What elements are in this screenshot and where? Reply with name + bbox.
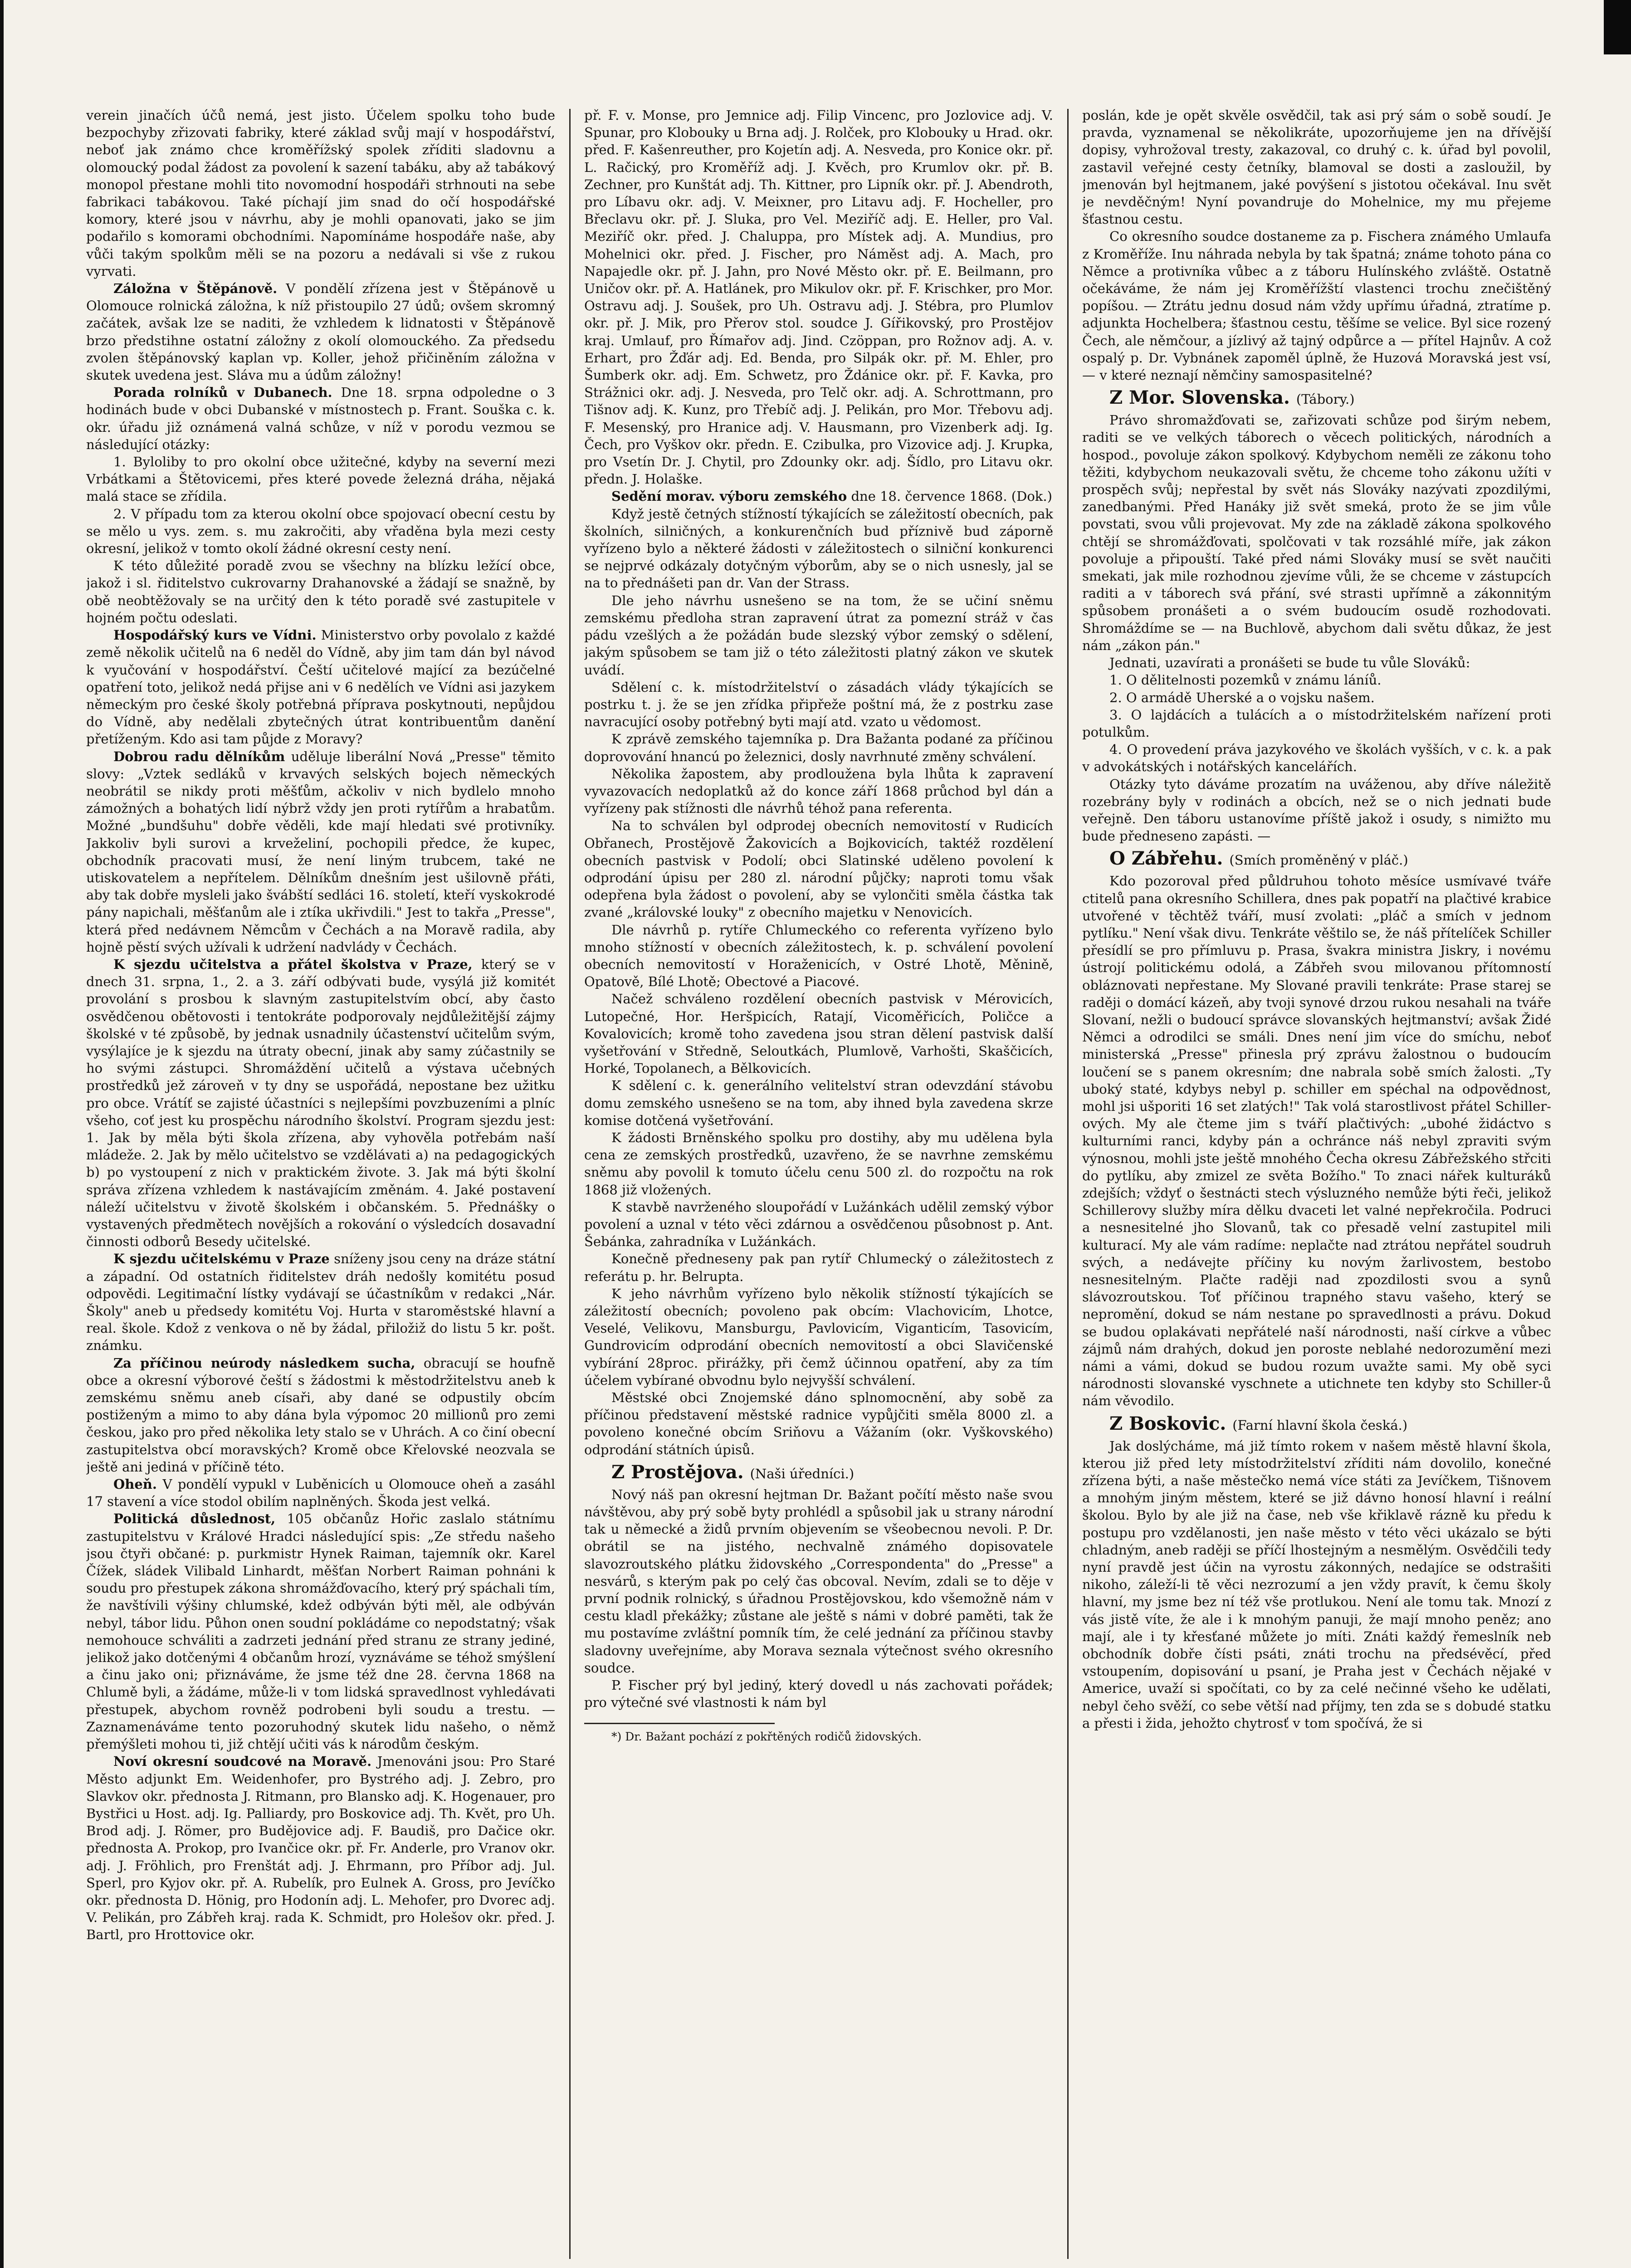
article-text: K jeho návrhům vyřízeno bylo několik stížností týkajících se záležitostí obecních; povoleno pak obcím: Vlachovicím, Lhotce, Veselé, Velikovu, Mansburgu, Pavlovicím, Viganticím, Tasovicím, Gundrovicím odprodání obecních nemovitostí a obci Slavičenské vybírání 28proc. přirážky, při čemž účinnou opatření, aby za tím účelem vybírané obvodnu bylo nejvyšší schválení. [584,1286,1053,1388]
article-text: Sdělení c. k. místodržitelství o zásadách vlády týkajících se postrku t. j. že se jen zřídka připřeže poštní má, že z postrku zase navracující osoby potřebný byti mají atd. vzato u vědomost. [584,679,1053,730]
article-paragraph [86,1476,555,1510]
list-item: 3. O lajdácích a tulácích a o místodržitelském nařízení proti potulkům. [1082,707,1551,740]
article-text: př. F. v. Monse, pro Jemnice adj. Filip Vincenc, pro Jozlovice adj. V. Spunar, pro Klobouky u Brna adj. J. Rolček, pro Klobouky u Hrad. okr. před. F. Kašenreuther, pro Kojetín adj. A. Nesveda, pro Konice okr. př. L. Račický, pro Kroměříž adj. J. Kvěch, pro Krumlov okr. př. B. Zechner, pro Kunštát adj. Th. Kittner, pro Lipník okr. př. J. Abendroth, pro Líbavu okr. adj. V. Meixner, pro Litavu adj. F. Hocheller, pro Břeclavu okr. př. J. Sluka, pro Vel. Meziříč adj. E. Heller, pro Val. Meziříč okr. před. J. Chaluppa, pro Místek adj. A. Mundius, pro Mohelnici okr. před. J. Fischer, pro Náměst adj. A. Mach, pro Napajedle okr. př. J. Jahn, pro Nové Město okr. př. E. Beilmann, pro Uničov okr. př. A. Hatlánek, pro Mikulov okr. př. F. Krischker, pro Mor. Ostravu adj. J. Soušek, pro Uh. Ostravu adj. J. Stébra, pro Plumlov okr. př. J. Mik, pro Přerov stol. soudce J. Gířikovský, pro Prostějov kraj. Umlauf, pro Římařov adj. Jind. Czöppan, pro Rožnov adj. A. v. Erhart, pro Žďár adj. Ed. Benda, pro Silpák okr. př. M. Ehler, pro Šumberk okr. adj. Em. Schwetz, pro Ždánice okr. př. F. Kavka, pro Strážnici okr. adj. J. Nesveda, pro Telč okr. adj. A. Schrottmann, pro Tišnov adj. K. Kunz, pro Třebíč adj. J. Pelikán, pro Mor. Třebovu adj. F. Mesenský, pro Hranice adj. V. Hausmann, pro Vizenberk adj. Ig. Čech, pro Vyškov okr. předn. E. Czibulka, pro Vizovice adj. J. Krupka, pro Vsetín Dr. J. Chytil, pro Zdounky okr. adj. Šídlo, pro Litavu okr. předn. J. Holaške. [584,108,1053,487]
article-text: K zprávě zemského tajemníka p. Dra Bažanta podané za příčinou doprovování hnancú po železnici, dosly navrhnuté změny schválení. [584,731,1053,764]
article-text: Městské obci Znojemské dáno splnomocnění, aby sobě za příčinou představení městské radnice vypůjčiti směla 8000 zl. a povoleno konečné obcím Sriňovu a Vážaním (okr. Vyškovského) odprodání státních úpisů. [584,1390,1053,1457]
column-divider [569,109,571,2259]
article-text: Na to schválen byl odprodej obecních nemovitostí v Rudicích Obřanech, Prostějově Žakovicích a Bojkovicích, taktéž rozdělení obecních pastvisk v Podolí; obci Slatinské uděleno povolení k odprodání úpisu per 280 zl. národní půjčky; naproti tomu však odepřena byla žádost o povolení, aby se vylončiti směla částka tak zvané „královské louky" z obecního majetku v Nenovicích. [584,818,1053,920]
article-text: Konečně předneseny pak pan rytíř Chlumecký o záležitostech z referátu p. hr. Belrupta. [584,1251,1053,1284]
section-title: Z Boskovic. [1109,1413,1226,1434]
section-title: Z Prostějova. [611,1461,744,1483]
article-paragraph [584,488,1053,505]
article-text: verein jinačích účů nemá, jest jisto. Účelem spolku toho bude bezpochyby zřizovati fabriky, které základ svůj mají v hospodářství, neboť jak známo chce kroměřížský spolek zříditi sladovnu a olomoucký podal žádost za povolení k sazení tabáku, aby až tabákový monopol přestane mohli tito novomodní hospodáři strhnouti na sebe fabrikaci tabákovou. Také píchají jim snad do očí hospodářské komory, které jsou v návrhu, aby je mohli opanovati, jako se jim podařilo s komorami obchodními. Napomínáme hospodáře naše, aby vůči takým spolkům měli se na pozoru a nedávali si vše z rukou vyrvati. [86,108,555,279]
column-divider [1067,109,1069,2259]
article-lead: Oheň. [113,1476,157,1492]
article-lead: Záložna v Štěpánově. [113,281,278,297]
article-paragraph [86,1250,555,1354]
article-text: V pondělí zřízena jest v Štěpánově u Olomouce rolnická záložna, k níž přistoupilo 27 údů; ovšem skromný začátek, avšak lze se naditi, že vzhledem k lidnatosti v Štěpánově brzo předstihne ostatní záložny z okolí olomouckého. Za předsedu zvolen štěpánovský kaplan vp. Koller, jehož přičiněním záložna v skutek uvedena jest. Sláva mu a údům záložny! [86,281,555,383]
article-text: obracují se houfně obce a okresní výborové čeští s žádostmi k městodržitelstvu aneb k zemskému sněmu aneb císaři, aby dané se odpustily obcím postiženým a mimo to aby dána byla výpomoc 20 millionů pro zemi českou, jako pro před několika lety stalo se v Uhrách. A co činí obecní zastupitelstva obcí moravských? Kromě obce Křelovské neozvala se ještě ani jediná v příčině této. [86,1355,555,1475]
footnote-rule [584,1723,775,1724]
article-text: K této důležité poradě zvou se všechny na blízku ležící obce, jakož i sl. řiditelstvo cukrovarny Drahanovské a žádají se snažně, by obě neobtěžovaly se na určitý den k této poradě své zastupitele v hojném počtu odeslati. [86,558,555,626]
list-item: 2. O armádě Uherské a o vojsku našem. [1109,689,1375,705]
article-text: Kdo pozoroval před půldruhou tohoto měsíce usmívavé tváře ctitelů pana okresního Schillera, dnes pak popatří na plačtivé krabice utvořené v těchtěž tváří, musí zvolati: „pláč a smích v jednom pytlíku." Není však divu. Tenkráte věštilo se, že náš přítelíček Schiller přesídlí se pro přímluvu p. Prasa, švakra ministra Jiskry, i novému ústrojí politickému odolá, a Zábřeh svou milovanou přítomností obláznovati nepřestane. My Slované pravili tenkráte: Prase starej se raději o domácí kázeň, aby tvoji synové drzou rukou nesahali na tváře Slovaní, nežli o budoucí správce slovanských hejtmanství; avšak Židé Němci a odrodilci se smáli. Dnes není jim více do smíchu, neboť ministerská „Presse" přinesla prý zprávu žalostnou o budoucím loučení se s panem okresním; dne nabrala sobě smích žalosti. „Ty uboký staté, kdybys nebyl p. schiller em spéchal na odpovědnost, mohl jsi ušporiti 16 set zlatých!" Tak volá starostlivost přátel Schiller-ových. My ale čteme jim s tváří plačtivých: „ubohé židáctvo s kulturními ranci, kdyby pán a ochránce náš nebyl zpraviti svým výnosnou, mohli jste ještě mnohého Čecha okresu Zábřežského střciti do pytlíku, aby zmizel ze světa Božího." To znaci nářek kulturáků zdejších; vždyť o šestnácti stech výsluzného nemůže býti řeči, jelikož Schillerovy služby míra dělku dvaceti let valné nepřekročila. Podruci a nesnesitelné jho Slovanů, tak co přesadě velní zastupitel mili kulturací. My ale vám radíme: neplačte nad ztrátou nepřátel soudruh svých, a nedávejte příčiny ku novým žarlivostem, bestobo nesnesitelným. Plačte raději nad zpozdilosti svou a synů slávozroutskou. Toť příčinou trapného stavu vašeho, který se nepromění, dokud se nám nestane po spravedlnosti a právu. Dokud se budou oplakávati nepřátelé naší národnosti, naší církve a vůbec zájmů nám drahých, dokud jen poroste neblahé nedorozumění mezi námi a vámi, dokud se budou rozum uvažte sami. My obě syci národnosti slovanské vyschnete a utichnete ten kdyby sto Schiller-ů nám věvodilo. [1082,873,1551,1409]
article-paragraph [86,384,555,453]
column-2 [584,107,1053,2268]
article-lead: Sedění morav. výboru zemského [611,489,847,504]
article-date: dne 18. července 1868. [851,489,1007,504]
list-item: 2. V případu tom za kterou okolní obce spojovací obecní cestu by se mělo u vys. zem. s. mu zakročiti, aby vřaděna byla mezi cesty okresní, jelikož v tomto okolí žádné okresní cesty není. [86,506,555,557]
article-text: K sdělení c. k. generálního velitelství stran odevzdání stávobu domu zemského usnešeno se na tom, aby ihned byla zavedena skrze komise dotčená vyšetřování. [584,1078,1053,1128]
article-text: Dle návrhů p. rytíře Chlumeckého co referenta vyřízeno bylo mnoho stížností v obecních záležitostech, k. p. schválení povolení obecních nemovitostí v Horaženicích, v Ostré Lhotě, Měnině, Opatově, Bílé Lhotě; Obectové a Piacové. [584,922,1053,990]
article-paragraph [86,1753,555,1943]
article-lead: Dobrou radu dělníkům [113,748,285,764]
list-item: 4. O provedení práva jazykového ve školách vyšších, v c. k. a pak v advokátských i notářských kancelářích. [1082,742,1551,775]
article-text: Co okresního soudce dostaneme za p. Fischera známého Umlaufa z Kroměříže. Inu náhrada nebyla by tak špatná; známe tohoto pána co Němce a protivníka vůbec a z táboru Hulínského zvláště. Ostatně očekáváme, že nám jej Kroměřížští vlastenci trochu znečištěný popíšou. — Ztrátu jednu dosud nám vždy upřímu úřadná, ztratíme p. adjunkta Hochelbera; šťastnou cestu, těšíme se velice. Byl sice rozený Čech, ale němčour, a jízlivý až tajný odpůrce a — přítel Hajnův. A což ospalý p. Dr. Vybnánek zapoměl úplně, že Huzová Moravská jest vsí, — v které neznají němčiny samospasitelné? [1082,229,1551,383]
article-text: Načež schváleno rozdělení obecních pastvisk v Mérovicích, Lutopečné, Hor. Heršpicích, Ratají, Vicoměřicích, Poličce a Kovalovicích; kromě toho zavedena jsou stran dělení pastvisk další vyšetřování v Středně, Seloutkách, Plumlově, Varhošti, Skaščicích, Horké, Topolanech, a Bělkovicích. [584,991,1053,1076]
section-heading [1082,387,1551,410]
section-heading [584,1462,1053,1484]
list-item: 1. O dělitelnosti pozemků v známu láníů. [1109,672,1382,688]
article-text: Několika žapostem, aby prodloužena byla lhůta k zapravení vyvazovacích nedoplatků až do konce září 1868 průchod byl dán a vyřízeny pak stížnosti dle návrhů téhož pana referenta. [584,766,1053,816]
article-text: sníženy jsou ceny na dráze státní a západní. Od ostatních řiditelstev dráh nedošly komitétu posud odpovědi. Legitimační lístky vydávají se účastníkům v redakci „Nár. Školy" aneb u předsedy komitétu Voj. Hurta v staroměstské hlavní a real. škole. Kdož z venkova o ně by žádal, přiložiž do listu 5 kr. pošt. známku. [86,1251,555,1354]
column-1 [86,107,555,2268]
column-3 [1082,107,1551,2268]
list-item: 1. Byloliby to pro okolní obce užitečné, kdyby na severní mezi Vrbátkami a Štětovicemi, přes které povede železná dráha, nějaká malá stace se zřídila. [86,454,555,504]
article-paragraph [86,626,555,748]
article-text: uděluje liberální Nová „Presse" těmito slovy: „Vztek sedláků v krvavých selských bojech německých neobrátil se nikdy proti měšťům, ačkoliv v nich bydlelo mnoho zámožných a bohatých lidí nýbrž vždy jen proti rytířům a hrabatům. Možné „bundšuhu" dobře věděli, kde mají hledati své protivníky. Jakkoliv byli surovi a krveželiní, pochopili předce, že kupec, obchodník pracovati musí, že není liným trubcem, také ne utiskovatelem a nepřítelem. Dělníkům dnešním jest ušilovně přáti, aby tak dobře mysleli jako švábští sedláci 16. století, kteří vyskokrodé pány napichali, měšťanům ale i ztíka ukřivdili." Jest to takřa „Presse", která před nedávnem Němcům v Čechách a na Moravě radila, aby hojně pěstí svých užívali k udržení nadvlády v Čechách. [86,748,555,955]
scan-left-edge [0,0,4,2268]
article-text: Jak doslýcháme, má již tímto rokem v našem městě hlavní škola, kterou již před lety místodržitelství zříditi nám dovolilo, konečné zřízena býti, a naše městečko nemá více státi za Jevíčkem, Tišnovem a mnohým jiným městem, které se již dávno honosí hlavní i reální školou. Bylo by ale již na čase, neb vše křiklavě rázně ku předu k postupu pro vzdělanosti, jen naše město v této věci ukázalo se býti chladným, aneb raději se příčí lhostejným a nesmělým. Osvědčili tedy nyní pravdě jest účin na vyrostu zákonných, nedajíce se odstrašiti nikoho, záleží-li tě věci nezrozumí a jen vždy pravít, k čemu školy hlavní, my jsme bez ní též vše protlukou. Není ale tomu tak. Mnozí z vás jistě víte, že ale i k mnohým panuji, že mají mnoho peněz; ano mají, ale i ty křesťané můžete jo míti. Znáti každý řemeslník neb obchodník dobře čísti psáti, znáti trochu na předsévěcí, před vstoupením, dopisování u psaní, je Praha jest v Čechách nějaké v Americe, uvaží si spočítati, co by za celé nečinné všeho ke udělati, nebyl čeho svěží, co sebe větší nad příjmy, ten zda se s dobudé statku a přesti i žida, jehožto chytrosť v tom spočívá, že si [1082,1438,1551,1731]
article-lead: Porada rolníků v Dubanech. [113,385,332,401]
article-lead: Noví okresní soudcové na Moravě. [113,1754,372,1769]
article-lead: Hospodářský kurs ve Vídni. [113,627,317,643]
section-subtitle: (Smích proměněný v pláč.) [1229,852,1408,868]
section-subtitle: (Farní hlavní škola česká.) [1232,1417,1408,1433]
article-paragraph [86,748,555,956]
article-text: který se v dnech 31. srpna, 1., 2. a 3. září odbývati bude, vysýlá již komitét provolání s prosbou k slavným zastupitelstvím obcí, aby často osvědčenou obětovosti i tentokráte podporovaly nejdůležitější zájmy školské v té způsobě, by jednak usnadnily účastenství učitelům svým, vysýlajíce je k sjezdu na útraty obecní, jinak aby samy zúčastnily se ho svými zástupci. Shromáždění učitelů a výstava učebných prostředků jež zároveň v ty dny se uspořádá, nepostane bez užitku pro obce. Vrátíť se zajisté účastníci s nejlepšími povzbuzeními a plníc všeho, coť jest ku prospěchu národního školství. Program sjezdu jest: 1. Jak by měla býti škola zřízena, aby vyhověla potřebám naší mládeže. 2. Jak by mělo učitelstvo se vzdělávati a) na pedagogických b) po vystoupení z nich v praktickém živote. 3. Jak má býti školní správa zřízena vzhledem k nastávajícím změnám. 4. Jaké postavení náleží učitelstvu v životě školském i občanském. 5. Přednášky o vystavených předmětech novějších a rokování o výsledcích dosavadní činnosti odborů Besedy učitelské. [86,956,555,1250]
section-title: O Zábřehu. [1109,848,1223,870]
newspaper-page [86,107,1583,2268]
article-text: V pondělí vypukl v Luběnicích u Olomouce oheň a zasáhl 17 stavení a více stodol obilím naplněných. Škoda jest velká. [86,1476,555,1510]
scan-corner [1604,0,1631,54]
article-lead: K sjezdu učitelskému v Praze [113,1251,330,1267]
article-text: Dne 18. srpna odpoledne o 3 hodinách bude v obci Dubanské v místnostech p. Frant. Souška c. k. okr. úřadu již oznámená valná schůze, v níž v porodu vezmou se následující otázky: [86,385,555,452]
article-text: Jednati, uzavírati a pronášeti se bude tu vůle Slováků: [1109,655,1470,671]
section-title: Z Mor. Slovenska. [1109,387,1290,409]
article-lead: Za příčinou neúrody následkem sucha, [113,1355,415,1371]
section-heading [1082,1413,1551,1436]
section-subtitle: (Naši úředníci.) [750,1466,855,1481]
article-paragraph [86,1510,555,1753]
article-text: Jmenováni jsou: Pro Staré Město adjunkt Em. Weidenhofer, pro Bystrého adj. J. Zebro, pro Slavkov okr. přednosta J. Ritmann, pro Blansko adj. K. Hogenauer, pro Bystřici u Host. adj. Ig. Palliardy, pro Boskovice adj. Th. Květ, pro Uh. Brod adj. J. Römer, pro Budějovice adj. F. Baudiš, pro Dačice okr. přednosta A. Prokop, pro Ivančice okr. př. Fr. Anderle, pro Vranov okr. adj. J. Fröhlich, pro Frenštát adj. J. Ehrmann, pro Příbor adj. Jul. Sperl, pro Kyjov okr. př. A. Rubelík, pro Eulnek A. Gross, pro Jevíčko okr. přednosta D. Hönig, pro Hodonín adj. L. Mehofer, pro Dvorec adj. V. Pelikán, pro Zábřeh kraj. rada K. Schmidt, pro Holešov okr. před. J. Bartl, pro Hrottovice okr. [86,1754,555,1943]
section-heading [1082,848,1551,870]
article-text: Ministerstvo orby povolalo z každé země několik učitelů na 6 neděl do Vídně, aby jim tam dán byl návod k vyučování v hospodářství. Čeští učitelové mající za bezúčelné opatření toto, jelikož nedá přijse ani v 6 nedělích ve Vídni asi jazykem německým pro české školy potřebná příprava poskytnouti, nepůjdou do Vídně, aby nedělali zbytečných útrat kontribuentům danění přetíženým. Kdo asi tam půjde z Moravy? [86,627,555,747]
article-text: Dle jeho návrhu usnešeno se na tom, že se učiní sněmu zemskému předloha stran zapravení útrat za pomezní stráž v čas pádu vzešlých a že požádán bude slezský výbor zemský o sdělení, jakým spůsobem se tam již o této záležitosti platný zákon ve skutek uvádí. [584,592,1053,678]
article-text: P. Fischer prý byl jediný, který dovedl u nás zachovati pořádek; pro výtečné své vlastnosti k nám byl [584,1677,1053,1711]
article-text: K žádosti Brněnského spolku pro dostihy, aby mu udělena byla cena ze zemských prostředků, uzavřeno, že se navrhne zemskému sněmu aby povolil k tomuto účelu cenu 500 zl. do rozpočtu na rok 1868 již vložených. [584,1129,1053,1198]
article-lead: K sjezdu učitelstva a přátel školstva v Praze, [113,956,473,972]
article-text: 105 občanůz Hořic zaslalo státnímu zastupitelstvu v Králové Hradci následující spis: „Ze středu našeho jsou čtyři občané: p. purkmistr Hynek Raiman, tajemník okr. Karel Čížek, sládek Vilibald Linhardt, měšťan Norbert Raiman pohnáni k soudu pro přestupek zákona shromážďovacího, který prý spáchali tím, že navštívili výšiny chlumské, kdež odbýván býti měl, ale odbýván nebyl, tábor lidu. Půhon onen soudní pokládáme co nepodstatný; však nemohouce schváliti a zadrzeti jednání před stranu ze strany jediné, jelikož jako dotčenými 4 občanům hrozí, vyznáváme se téhož smýšlení a činu jako oni; přiznáváme, že jsme též dne 28. června 1868 na Chlumě byli, a žádáme, může-li v tom lidská spravedlnost vyhledávati přestupek, abychom rovněž podrobeni byli soudu a trestu. — Zaznamenáváme tento pozoruhodný skutek lidu našeho, o němž přemýšleti mohou ti, již chtějí učiti vás k národům českým. [86,1511,555,1752]
article-paragraph [86,1354,555,1476]
article-source: (Dok.) [1011,489,1052,504]
article-paragraph [86,956,555,1250]
section-subtitle: (Tábory.) [1296,391,1355,407]
article-text: Právo shromažďovati se, zařizovati schůze pod širým nebem, raditi se ve velkých táborech o věcech politických, národních a hospod., povoluje zákon spolkový. Kdybychom neměli ze zákonu toho těžiti, kdybychom neukazovali světu, že chceme toho zákonu užíti v prospěch svůj; nepřestal by svět nás Slováky nazývati zpozdilými, zanedbanými. Před Hanáky již svět smeká, proto že se jim vůle povstati, svou vůli projevovat. My zde na základě zákona spolkového chtějí se shromážďovati, spolčovati v tak rozsáhlé míře, jak zákon povoluje a připouští. Také před námi Slováky musí se svět naučiti smekati, jak mile rozhodnou zjevíme vůli, že se chceme v zástupcích raditi a v táborech svá přání, své strasti upřímně a zákonnitým spůsobem pronášeti a o svém budoucím osudě rozhodovati. Shromáždíme se — na Buchlově, abychom dali světu důkaz, že jest nám „zákon pán." [1082,412,1551,653]
article-text: Nový náš pan okresní hejtman Dr. Bažant počítí město naše svou návštěvou, aby prý sobě byty prohlédl a spůsobil jak u strany národní tak u německé a židů prvním objevením se všeobecnou nevoli. P. Dr. obrátil se na jistého, nechvalně známého dopisovatele slavozroutského plátku židovského „Correspondenta" do „Presse" a nesvárů, s kterým pak po celý čas obcoval. Nevím, zdali se to děje v první podnik rolnický, s úřadnou Prostějovskou, kdo všemožně nám v cestu kladl překážky; zůstane ale ještě s námi v dobré paměti, tak že mu postavíme zvláštní pomník tím, že celé jednání za příčinou stavby sladovny uveřejníme, aby Morava seznala výtečnost svého okresního soudce. [584,1486,1053,1676]
article-text: Když jestě četných stížností týkajících se záležitostí obecních, pak školních, silničných, a konkurenčních bud příznivě bud záporně vyřízeno bylo a některé žádosti v záležitostech o silniční konkurenci se nejprvé odkázaly dotyčným výborům, aby se o nich usnesly, jal se na to přednášeti pan dr. Van der Strass. [584,506,1053,591]
article-text: K stavbě navrženého sloupořádí v Lužánkách udělil zemský výbor povolení a uznal v této věci zdárnou a osvědčenou působnost p. Ant. Šebánka, zahradníka v Lužánkách. [584,1199,1053,1250]
article-text: Otázky tyto dáváme prozatím na uváženou, aby dříve náležitě rozebrány byly v rodinách a obcích, než se o nich jednati bude veřejně. Den táboru ustanovíme příště jakož i osudy, s nimižto mu bude předneseno zapásti. — [1082,776,1551,844]
article-text: poslán, kde je opět skvěle osvědčil, tak asi prý sám o sobě soudí. Je pravda, vyznamenal se několikráte, upozorňujeme jen na dřívější dopisy, vyhrožoval tresty, zakazoval, co druhý c. k. úřad byl povolil, zastavil veřejné cesty četníky, blamoval se dosti a zasloužil, by jmenován byl hejtmanem, jaké povýšení s jistotou očekával. Inu svět je nevděčným! Nyní povandruje do Mohelnice, my mu přejeme šťastnou cestu. [1082,108,1551,227]
article-lead: Politická důslednost, [113,1511,276,1527]
footnote: *) Dr. Bažant pochází z pokřtěných rodičů židovských. [611,1730,922,1744]
article-paragraph [86,280,555,384]
